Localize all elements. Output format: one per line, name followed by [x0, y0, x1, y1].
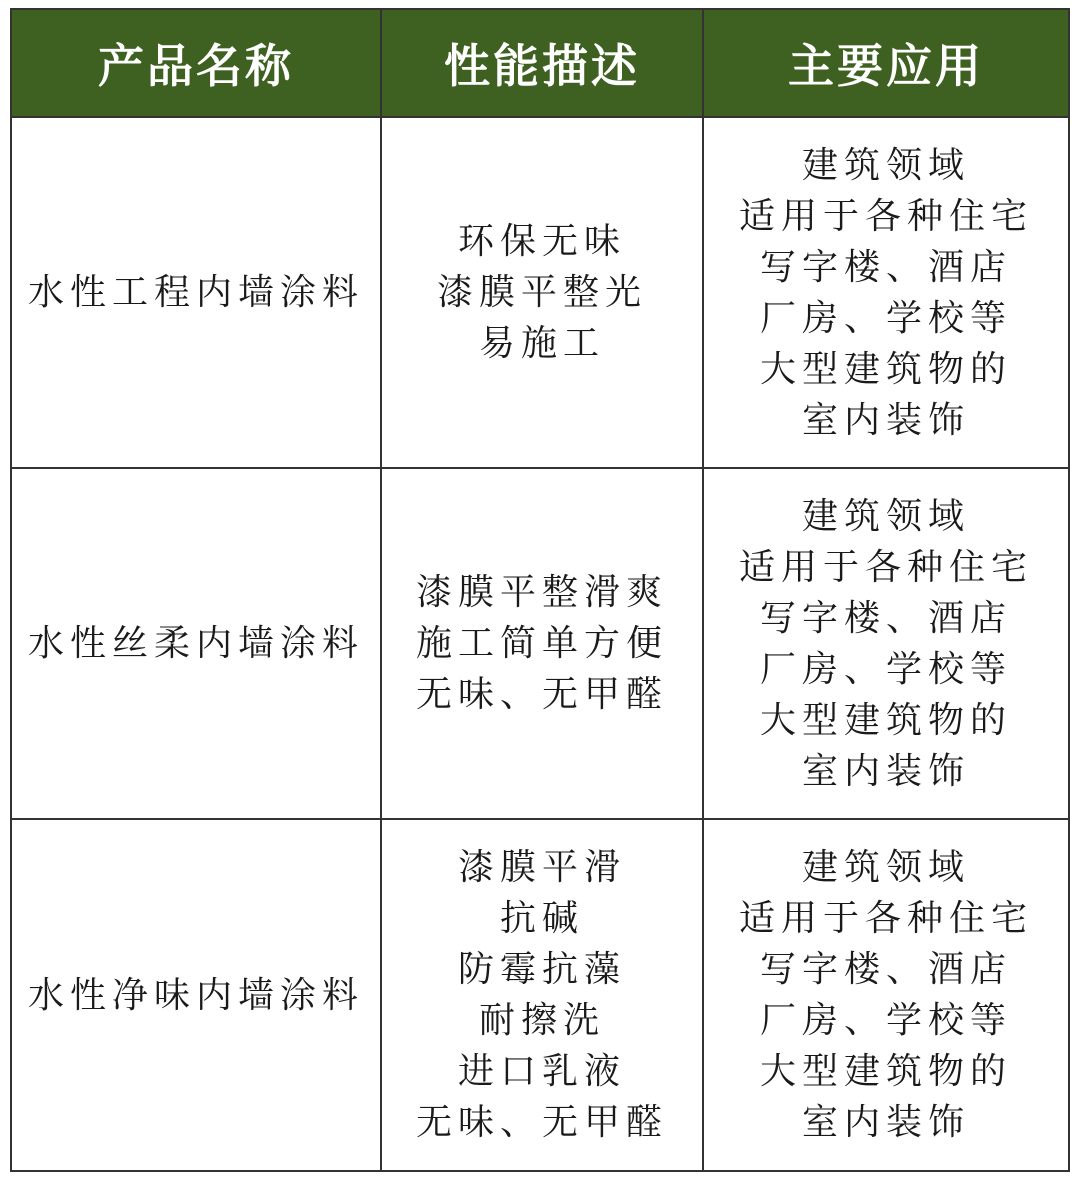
performance-line: 耐擦洗 — [478, 1000, 605, 1041]
performance-line: 抗碱 — [499, 898, 584, 939]
header-application — [704, 10, 1068, 118]
row-1-performance-cell — [382, 118, 704, 469]
performance-line: 无味、无甲醛 — [415, 674, 668, 715]
application-line: 适用于各种住宅 — [738, 898, 1033, 939]
performance-line: 无味、无甲醛 — [415, 1102, 668, 1143]
application-line: 室内装饰 — [801, 399, 970, 441]
row-1-application-cell — [704, 118, 1068, 469]
application-line: 建筑领域 — [801, 495, 970, 537]
application-line: 室内装饰 — [801, 1102, 970, 1143]
row-3-performance-cell — [382, 820, 704, 1170]
application-line: 写字楼、酒店 — [759, 246, 1012, 288]
application-line: 大型建筑物的 — [759, 699, 1012, 741]
header-label: 主要应用 — [788, 39, 984, 93]
row-1-name-cell — [12, 118, 382, 469]
application-line: 大型建筑物的 — [759, 1051, 1012, 1092]
header-label: 性能描述 — [444, 39, 640, 93]
application-line: 厂房、学校等 — [759, 648, 1012, 690]
row-3-name-cell — [12, 820, 382, 1170]
product-name: 水性工程内墙涂料 — [27, 272, 364, 313]
product-name: 水性净味内墙涂料 — [27, 974, 364, 1016]
header-label: 产品名称 — [98, 39, 294, 93]
row-2-name-cell — [12, 469, 382, 820]
application-line: 适用于各种住宅 — [738, 546, 1033, 588]
performance-line: 漆膜平滑 — [457, 847, 626, 888]
product-name: 水性丝柔内墙涂料 — [27, 623, 364, 664]
application-line: 室内装饰 — [801, 750, 970, 792]
application-line: 写字楼、酒店 — [759, 597, 1012, 639]
application-line: 适用于各种住宅 — [738, 195, 1033, 237]
product-table — [10, 8, 1070, 1172]
performance-line: 易施工 — [478, 323, 605, 364]
header-product-name — [12, 10, 382, 118]
performance-line: 进口乳液 — [457, 1051, 626, 1092]
performance-line: 防霉抗藻 — [457, 949, 626, 990]
row-2-performance-cell — [382, 469, 704, 820]
performance-line: 漆膜平整光 — [436, 272, 647, 313]
application-line: 建筑领域 — [801, 144, 970, 186]
application-line: 厂房、学校等 — [759, 1000, 1012, 1041]
row-2-application-cell — [704, 469, 1068, 820]
row-3-application-cell — [704, 820, 1068, 1170]
performance-line: 漆膜平整滑爽 — [415, 572, 668, 613]
application-line: 厂房、学校等 — [759, 297, 1012, 339]
header-performance — [382, 10, 704, 118]
application-line: 写字楼、酒店 — [759, 949, 1012, 990]
application-line: 大型建筑物的 — [759, 348, 1012, 390]
performance-line: 环保无味 — [457, 221, 626, 262]
application-line: 建筑领域 — [801, 847, 970, 888]
performance-line: 施工简单方便 — [415, 623, 668, 664]
